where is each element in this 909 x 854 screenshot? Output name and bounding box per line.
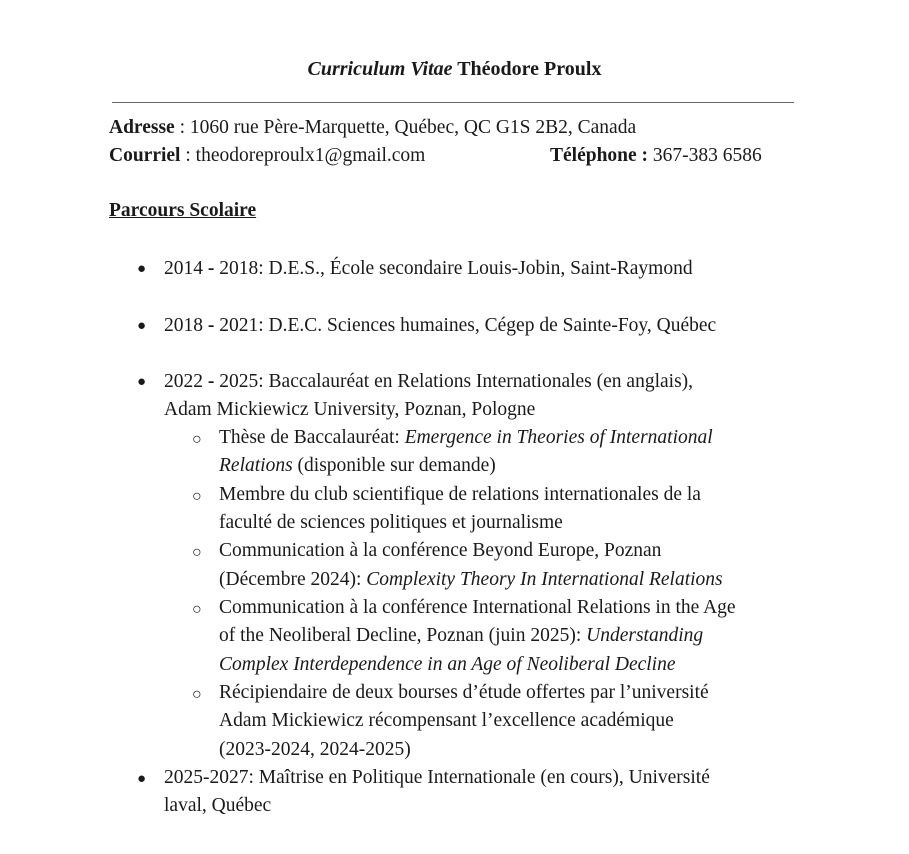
detail-4-italic: Understanding [586,625,704,646]
edu2-dash: - [207,315,215,336]
bullet-icon: ● [137,771,147,787]
detail-5-line1: Récipiendaire de deux bourses d’étude offertes par l’université [219,682,709,703]
detail-3-line2 [219,569,723,591]
bullet-icon: ● [137,318,147,334]
sub-bullet-icon: ○ [192,488,202,505]
edu1-dash: - [207,258,215,279]
cv-title-italic: Curriculum Vitae [307,58,453,80]
section-heading-parcours: Parcours Scolaire [109,200,257,221]
education-item-3-line2: Adam Mickiewicz University, Poznan, Pologne [164,399,536,420]
phone-line [550,145,762,167]
cv-title [0,58,909,81]
detail-3-italic: Complexity Theory In International Relations [366,569,723,590]
phone-label: Téléphone : [550,145,649,166]
detail-1-plain: Thèse de Baccalauréat: [219,427,405,448]
detail-2-line2: faculté de sciences politiques et journalisme [219,512,563,533]
education-item-1 [164,258,693,280]
address-label: Adresse [109,117,175,138]
title-divider [112,102,794,103]
detail-1-line2 [219,455,496,477]
edu3-c: 2025: Baccalauréat en Relations Internationales (en anglais), [214,371,694,392]
detail-1-line1 [219,427,713,449]
sub-bullet-icon: ○ [192,431,202,448]
detail-1-italic: Emergence in Theories of International [404,427,713,448]
sub-bullet-icon: ○ [192,686,202,703]
cv-name: Théodore Proulx [457,58,602,80]
detail-4-line3: Complex Interdependence in an Age of Neoliberal Decline [219,654,676,675]
phone-value: 367-383 6586 [648,145,762,166]
detail-3-line1: Communication à la conférence Beyond Europe, Poznan [219,540,662,561]
education-item-4-line2: laval, Québec [164,795,272,816]
sub-bullet-icon: ○ [192,601,202,618]
education-item-2 [164,315,716,337]
detail-4-line2 [219,625,703,647]
detail-5-line3: (2023-2024, 2024-2025) [219,739,411,760]
bullet-icon: ● [137,374,147,390]
edu2-a: 2018 [164,315,208,336]
sub-bullet-icon: ○ [192,544,202,561]
edu3-a: 2022 [164,371,208,392]
detail-1-italic-2: Relations [219,455,293,476]
education-item-3 [164,371,693,393]
detail-4-line1: Communication à la conférence International Relations in the Age [219,597,736,618]
email-value[interactable]: : theodoreproulx1@gmail.com [180,145,426,166]
detail-5-line2: Adam Mickiewicz récompensant l’excellence académique [219,710,674,731]
edu1-c: 2018: D.E.S., École secondaire Louis-Jobin, Saint-Raymond [214,258,693,279]
edu3-dash: - [207,371,215,392]
detail-4-plain: of the Neoliberal Decline, Poznan (juin 2025): [219,625,587,646]
edu1-a: 2014 [164,258,208,279]
edu2-c: 2021: D.E.C. Sciences humaines, Cégep de Sainte-Foy, Québec [214,315,717,336]
address-line [109,117,636,139]
detail-3-plain: (Décembre 2024): [219,569,367,590]
detail-2-line1: Membre du club scientifique de relations internationales de la [219,484,701,505]
address-value: : 1060 rue Père-Marquette, Québec, QC G1S 2B2, Canada [174,117,637,138]
email-line [109,145,425,167]
email-label: Courriel [109,145,181,166]
bullet-icon: ● [137,261,147,277]
detail-1-plain-2: (disponible sur demande) [292,455,496,476]
education-item-4: 2025-2027: Maîtrise en Politique Internationale (en cours), Université [164,767,710,788]
